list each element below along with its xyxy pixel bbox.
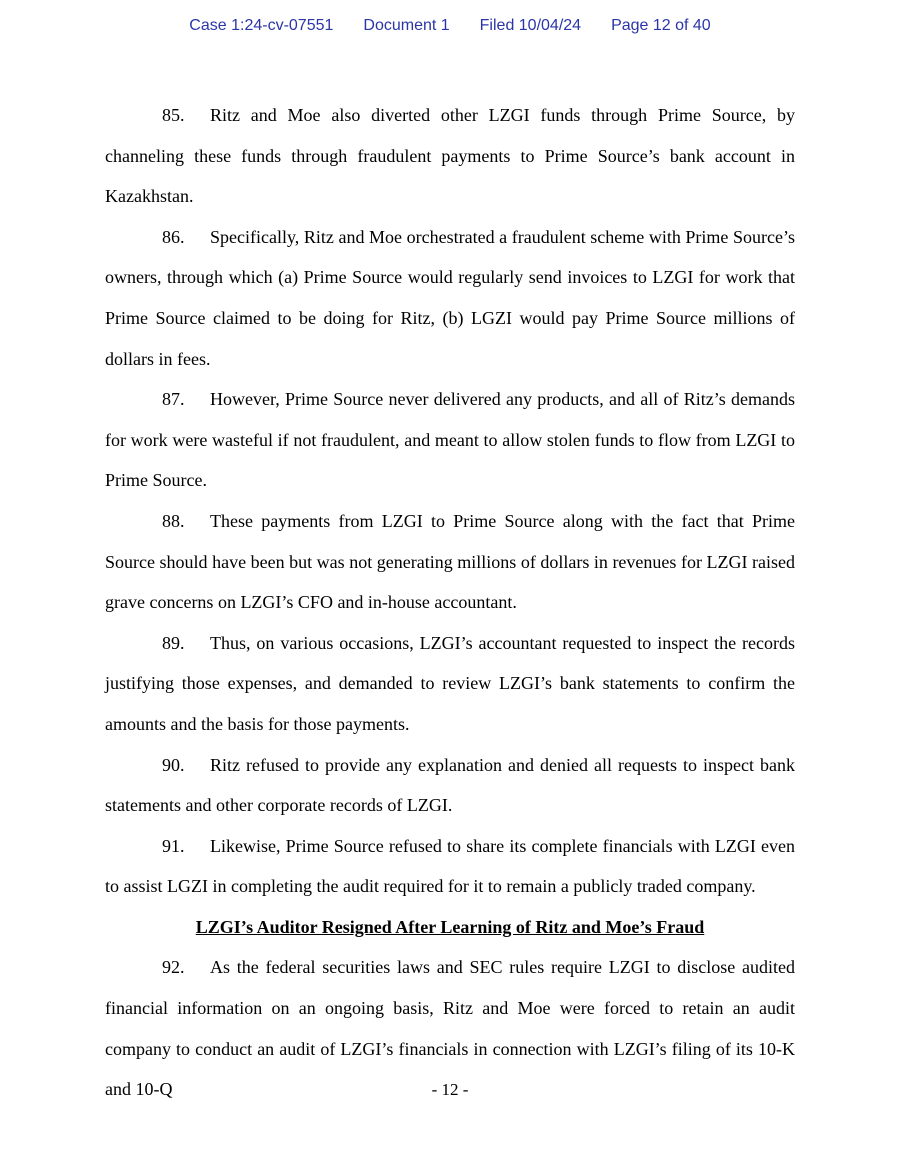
section-heading: LZGI’s Auditor Resigned After Learning of Ritz and Moe’s Fraud xyxy=(195,916,705,937)
paragraph-text: However, Prime Source never delivered any products, and all of Ritz’s demands for work were wasteful if not fraudulent, and meant to allow stolen funds to flow from LZGI to Prime Source. xyxy=(105,389,795,491)
paragraph-number: 90. xyxy=(162,754,185,775)
paragraph-text: These payments from LZGI to Prime Source along with the fact that Prime Source should have been but was not generating millions of dollars in revenues for LZGI raised grave concerns on LZGI’s CFO and in-house accountant. xyxy=(105,510,795,613)
paragraph-text: Likewise, Prime Source refused to share its complete financials with LZGI even to assist LGZI in completing the audit required for it to remain a publicly traded company. xyxy=(105,835,795,897)
page-number-footer: - 12 - xyxy=(431,1080,469,1099)
paragraph-91 xyxy=(105,826,795,907)
paragraph-88 xyxy=(105,501,795,623)
paragraph-89 xyxy=(105,623,795,745)
paragraph-87 xyxy=(105,379,795,501)
paragraph-number: 85. xyxy=(162,105,185,125)
paragraph-90 xyxy=(105,745,795,826)
stamp-page-indicator: Page 12 of 40 xyxy=(611,17,711,34)
stamp-document-number: Document 1 xyxy=(363,17,450,34)
paragraph-number: 89. xyxy=(162,632,185,653)
paragraph-text: Specifically, Ritz and Moe orchestrated a fraudulent scheme with Prime Source’s owners, through which (a) Prime Source would regularly send invoices to LZGI for work that Prime Source claimed to be doing for Ritz, (b) LGZI would pay Prime Source millions of dollars in fees. xyxy=(105,226,795,369)
paragraph-number: 92. xyxy=(162,957,185,978)
case-stamp-header xyxy=(0,17,900,35)
stamp-filed-date: Filed 10/04/24 xyxy=(479,17,582,34)
stamp-case-number: Case 1:24-cv-07551 xyxy=(189,17,334,34)
paragraph-number: 87. xyxy=(162,389,185,410)
paragraph-text: As the federal securities laws and SEC rules require LZGI to disclose audited financial information on an ongoing basis, Ritz and Moe were forced to retain an audit company to conduct an audit of LZGI’s financials in connection with LZGI’s filing of its 10-K and 10-Q xyxy=(105,957,795,1100)
paragraph-text: Thus, on various occasions, LZGI’s accountant requested to inspect the records justifying those expenses, and demanded to review LZGI’s bank statements to confirm the amounts and the basis for those payments. xyxy=(105,632,795,734)
document-body xyxy=(105,95,795,1110)
paragraph-86 xyxy=(105,217,795,379)
paragraph-number: 88. xyxy=(162,510,185,531)
paragraph-number: 91. xyxy=(162,835,185,856)
paragraph-text: Ritz refused to provide any explanation and denied all requests to inspect bank statements and other corporate records of LZGI. xyxy=(105,754,795,816)
paragraph-text: Ritz and Moe also diverted other LZGI funds through Prime Source, by channeling these funds through fraudulent payments to Prime Source’s bank account in Kazakhstan. xyxy=(105,105,795,207)
paragraph-85 xyxy=(105,95,795,217)
paragraph-number: 86. xyxy=(162,226,185,247)
